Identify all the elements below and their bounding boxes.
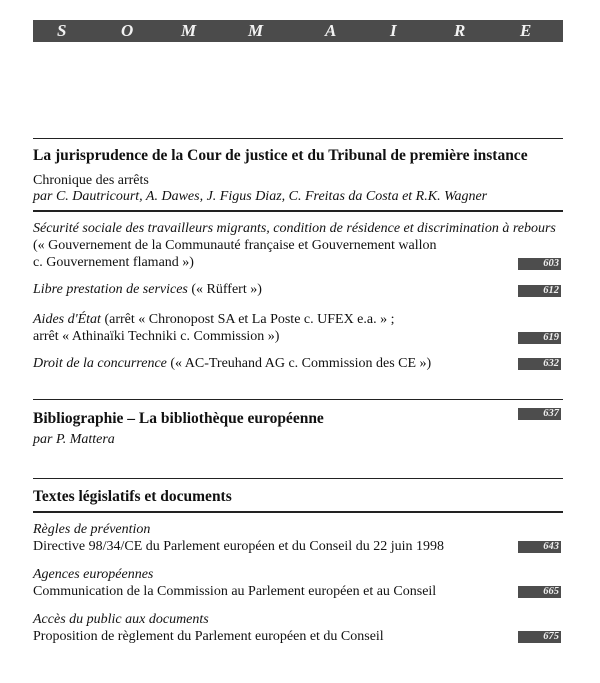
section-authors: par C. Dautricourt, A. Dawes, J. Figus Diaz, C. Freitas da Costa et R.K. Wagner [33,189,488,204]
section-divider [33,511,563,513]
sommaire-banner [33,20,563,42]
banner-letter: E [520,21,532,40]
entry-case: (« Rüffert ») [187,282,262,297]
page-number-badge: 675 [518,631,561,643]
banner-letter: O [121,21,134,40]
banner-letter: M [181,21,197,40]
entry-text: Communication de la Commission au Parlement européen et au Conseil [33,584,437,599]
entry-topic: Aides d'État [33,312,101,327]
entry-text: Proposition de règlement du Parlement européen et du Conseil [33,629,384,644]
banner-letter: I [390,21,397,40]
entry-text: c. Gouvernement flamand ») [33,255,194,270]
entry-text: arrêt « Athinaïki Techniki c. Commission ») [33,329,280,344]
section-title: La jurisprudence de la Cour de justice et du Tribunal de première instance [33,147,528,164]
entry-topic: Droit de la concurrence [33,356,167,371]
banner-letter: M [248,21,264,40]
entry-topic: Libre prestation de services [33,282,188,297]
page-number-badge: 637 [518,408,561,420]
entry-category: Agences européennes [33,567,154,582]
page-number-badge: 619 [518,332,561,344]
entry-text [33,355,431,372]
entry-topic: Sécurité sociale des travailleurs migrants, condition de résidence et discrimination à rebours [33,221,556,236]
entry-text [33,311,395,328]
section-divider [33,210,563,212]
page-number-badge: 643 [518,541,561,553]
section-divider [33,399,563,400]
entry-case: (arrêt « Chronopost SA et La Poste c. UFEX e.a. » ; [100,312,395,327]
entry-category: Accès du public aux documents [33,612,209,627]
entry-case: (« AC-Treuhand AG c. Commission des CE ») [166,356,432,371]
banner-letter: S [57,21,67,40]
page-number-badge: 612 [518,285,561,297]
entry-text: (« Gouvernement de la Communauté française et Gouvernement wallon [33,238,437,253]
banner-letter: R [454,21,466,40]
section-divider [33,478,563,479]
section-subtitle: Chronique des arrêts [33,173,149,188]
section-divider [33,138,563,139]
entry-category: Règles de prévention [33,522,151,537]
section-title: Bibliographie – La bibliothèque européenne [33,410,324,427]
page-number-badge: 632 [518,358,561,370]
section-authors: par P. Mattera [33,432,115,447]
entry-text: Directive 98/34/CE du Parlement européen et du Conseil du 22 juin 1998 [33,539,444,554]
page-number-badge: 665 [518,586,561,598]
section-title: Textes législatifs et documents [33,488,232,505]
entry-text [33,281,262,298]
banner-letter: A [325,21,337,40]
page-number-badge: 603 [518,258,561,270]
